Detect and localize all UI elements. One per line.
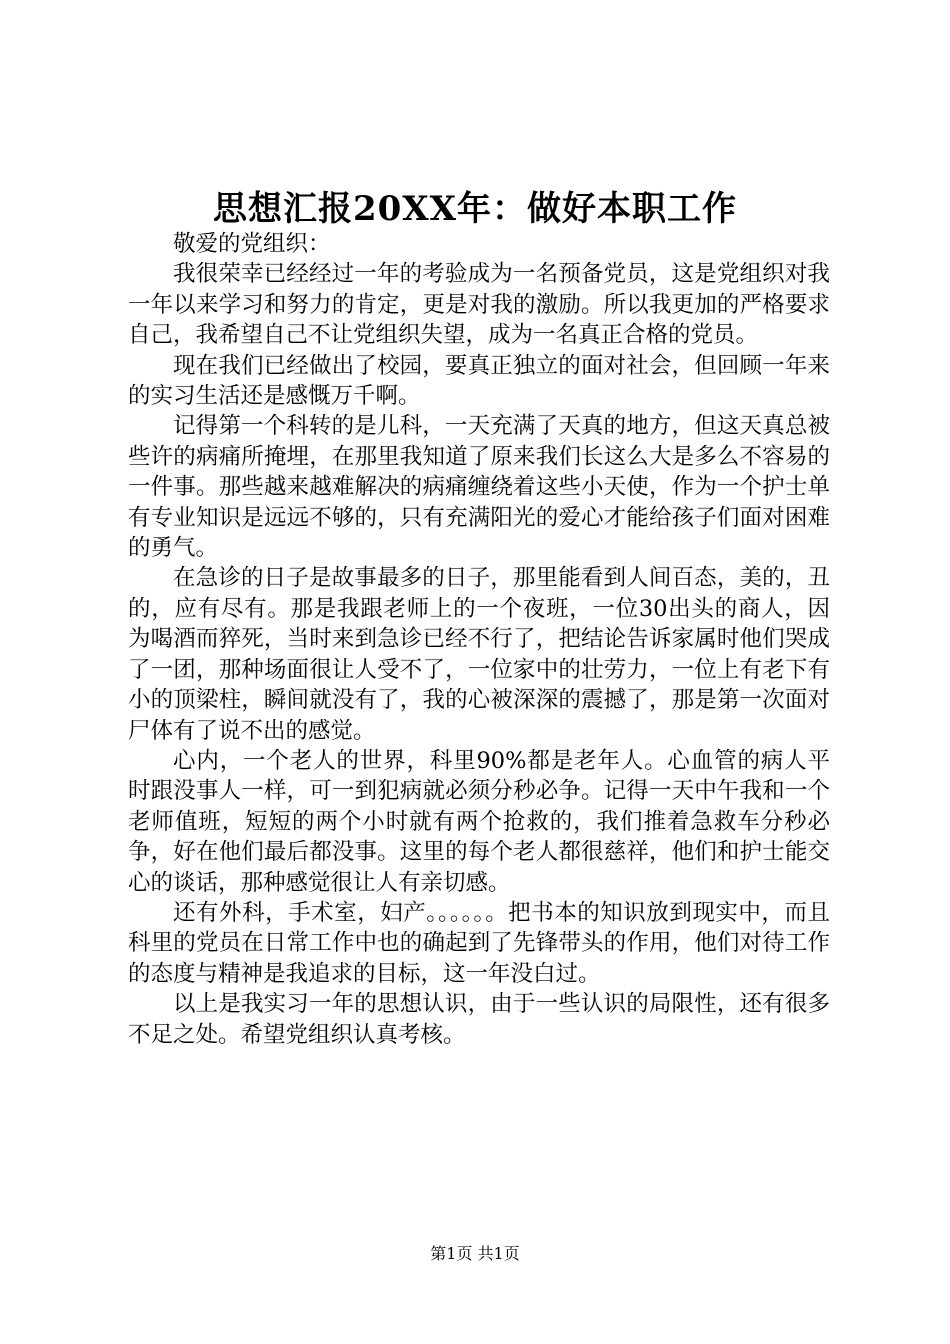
document-title: 思想汇报20XX年：做好本职工作 — [212, 189, 738, 229]
paragraph: 记得第一个科转的是儿科，一天充满了天真的地方，但这天真总被些许的病痛所掩埋，在那里我知道了原来我们长这么大是多么不容易的一件事。那些越来越难解决的病痛缠绕着这些小天使，作为一个护士单有专业知识是远远不够的，只有充满阳光的爱心才能给孩子们面对困难的勇气。 — [128, 413, 830, 562]
paragraph: 心内，一个老人的世界，科里90%都是老年人。心血管的病人平时跟没事人一样，可一到犯病就必须分秒必争。记得一天中午我和一个老师值班，短短的两个小时就有两个抢救的，我们推着急救车分秒必争，好在他们最后都没事。这里的每个老人都很慈祥，他们和护士能交心的谈话，那种感觉很让人有亲切感。 — [128, 747, 830, 896]
page-number: 第1页 共1页 — [430, 1244, 520, 1263]
paragraph: 现在我们已经做出了校园，要真正独立的面对社会，但回顾一年来的实习生活还是感慨万千啊。 — [128, 352, 830, 410]
salutation: 敬爱的党组织： — [173, 231, 331, 257]
paragraph: 以上是我实习一年的思想认识，由于一些认识的局限性，还有很多不足之处。希望党组织认真考核。 — [128, 991, 830, 1048]
paragraph: 还有外科，手术室，妇产。。。。。。把书本的知识放到现实中，而且科里的党员在日常工作中也的确起到了先锋带头的作用，他们对待工作的态度与精神是我追求的目标，这一年没白过。 — [128, 899, 830, 987]
document-body — [128, 229, 830, 1050]
paragraph: 在急诊的日子是故事最多的日子，那里能看到人间百态，美的，丑的，应有尽有。那是我跟老师上的一个夜班，一位30出头的商人，因为喝酒而猝死，当时来到急诊已经不行了，把结论告诉家属时他们哭成了一团，那种场面很让人受不了，一位家中的壮劳力，一位上有老下有小的顶梁柱，瞬间就没有了，我的心被深深的震撼了，那是第一次面对尸体有了说不出的感觉。 — [128, 565, 830, 744]
paragraph: 我很荣幸已经经过一年的考验成为一名预备党员，这是党组织对我一年以来学习和努力的肯定，更是对我的激励。所以我更加的严格要求自己，我希望自己不让党组织失望，成为一名真正合格的党员。 — [128, 261, 830, 349]
